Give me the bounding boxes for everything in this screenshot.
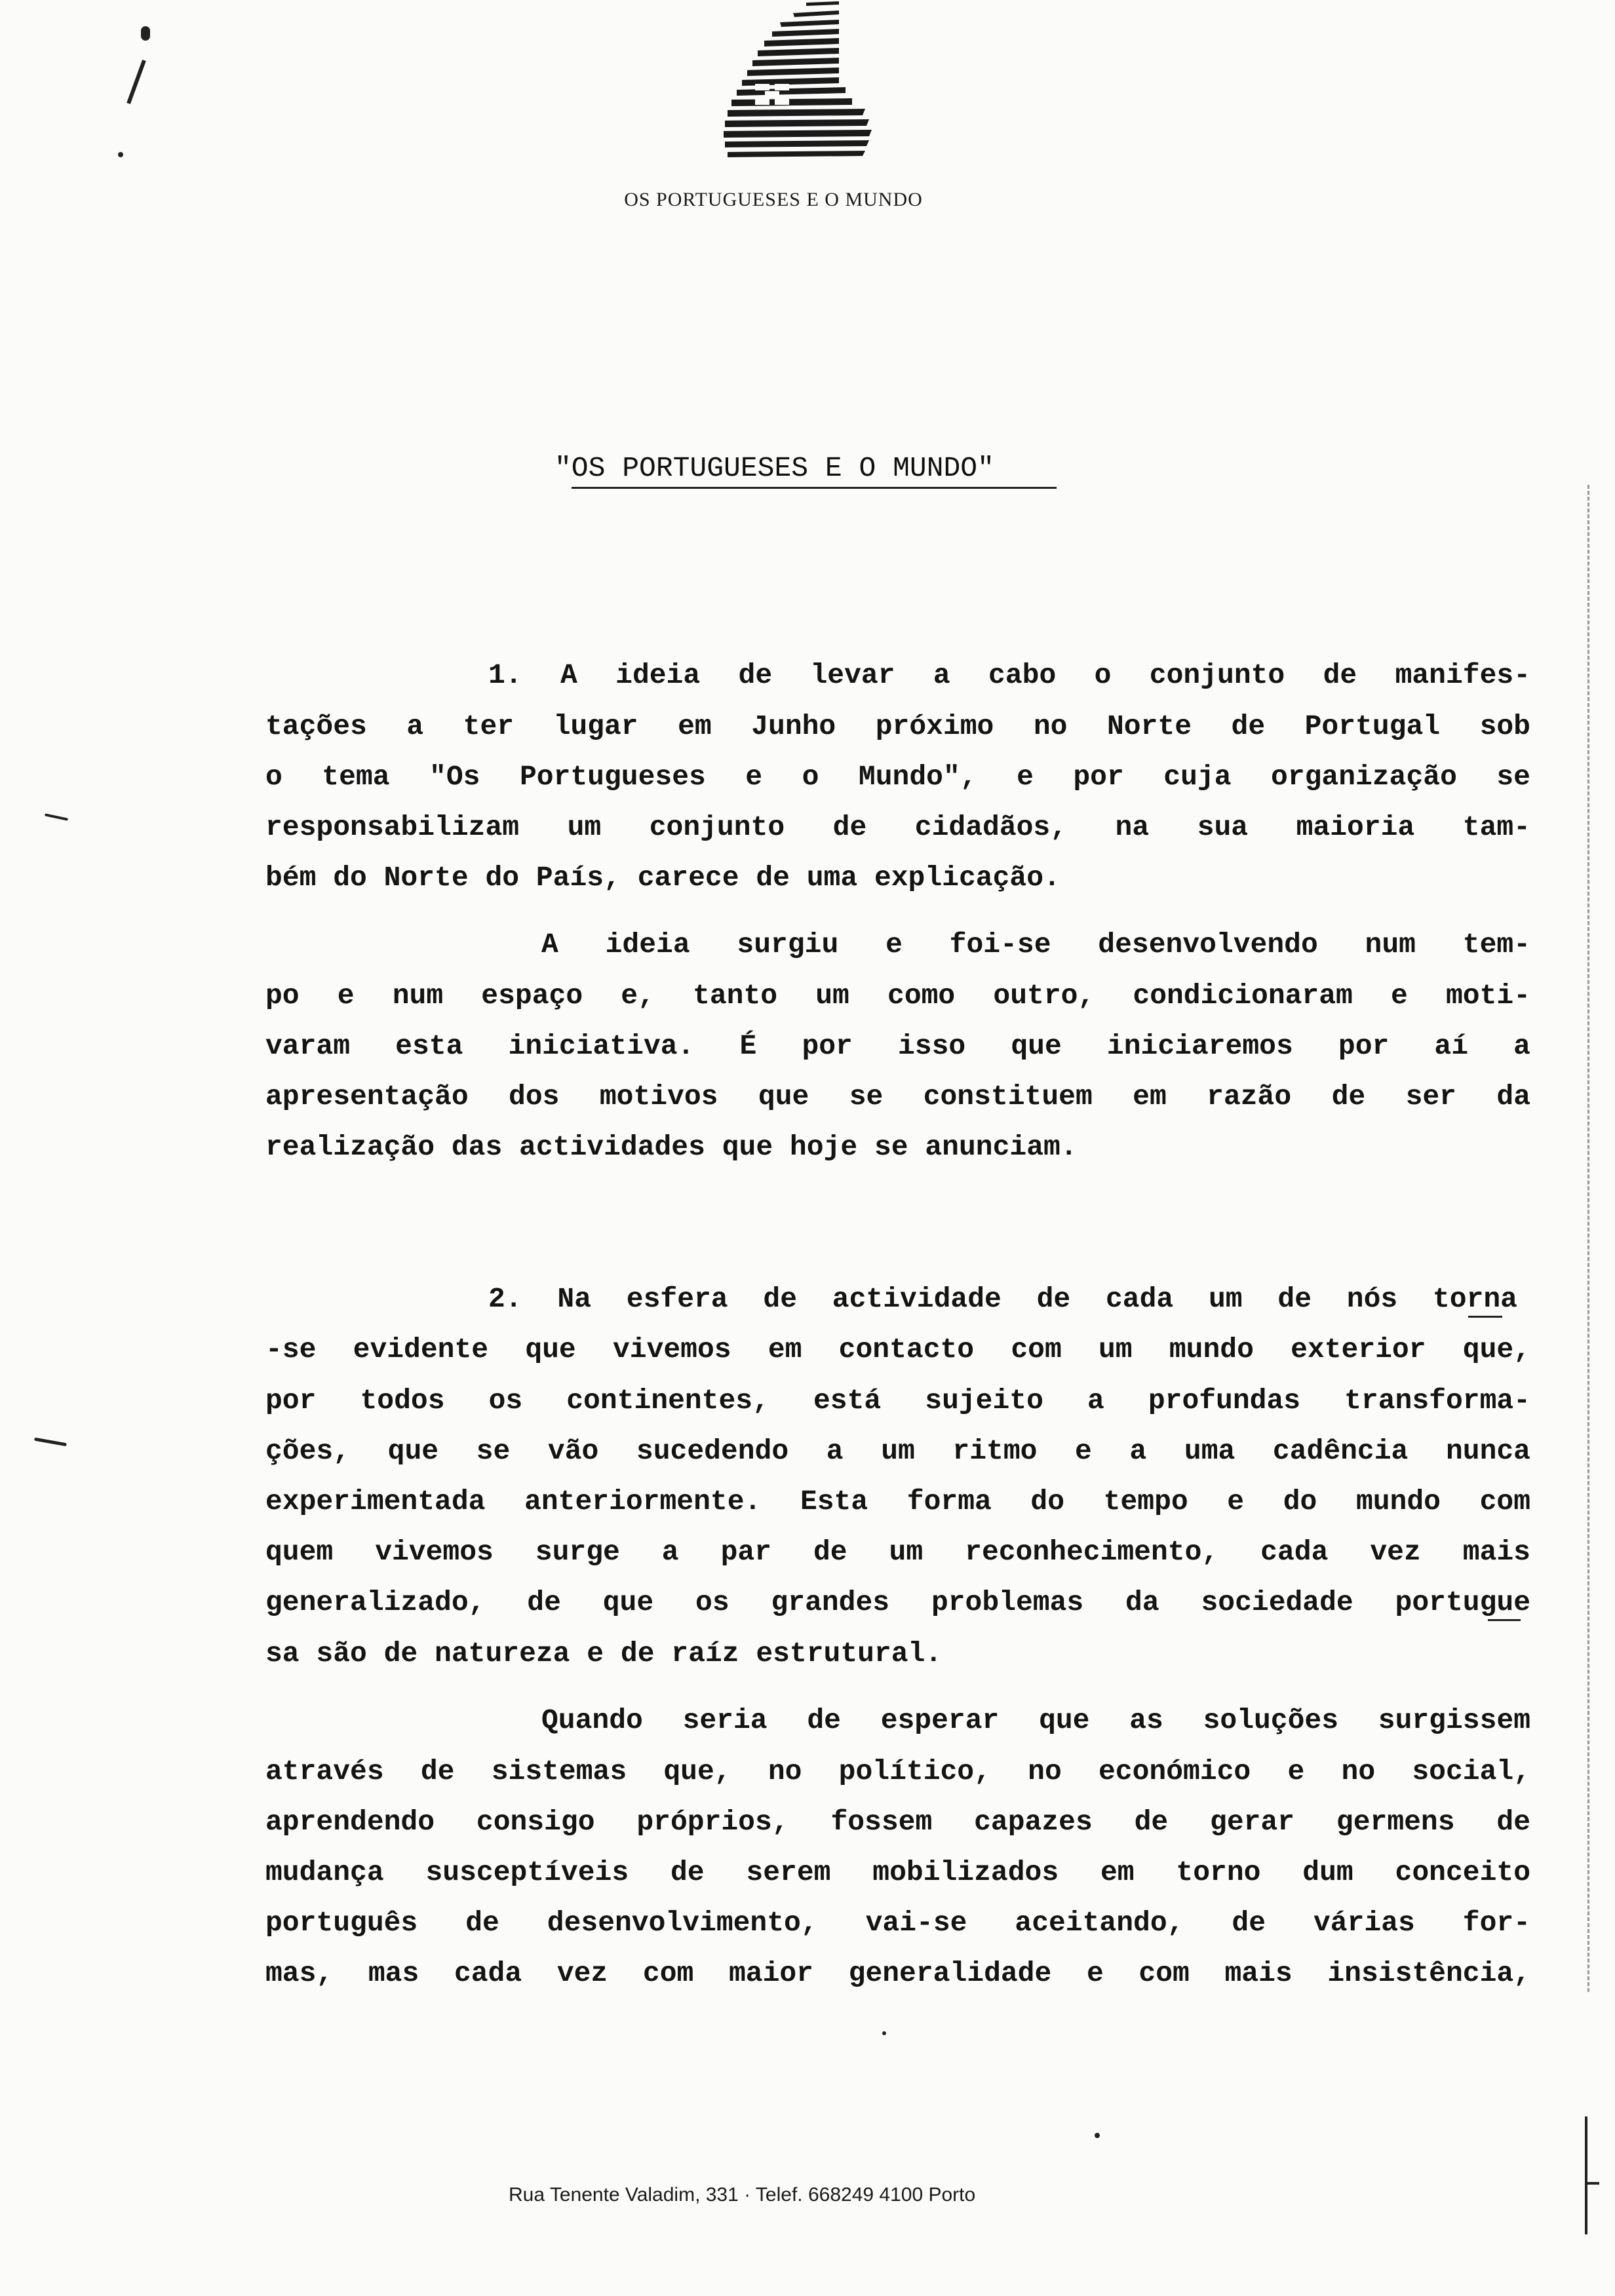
caravel-logo-icon	[682, 0, 891, 164]
text-line: tações a ter lugar em Junho próximo no Norte de Portugal sob	[265, 710, 1530, 742]
text-line: mudança susceptíveis de serem mobilizados em torno dum conceito	[265, 1856, 1530, 1888]
syllable-underline	[1468, 1316, 1502, 1318]
text-line: realização das actividades que hoje se anunciam.	[265, 1131, 1078, 1163]
text-line: A ideia surgiu e foi-se desenvolvendo num tem-	[541, 928, 1530, 961]
text-line: português de desenvolvimento, vai-se aceitando, de várias for-	[265, 1907, 1530, 1939]
binding-mark	[34, 1438, 67, 1447]
text-line: ções, que se vão sucedendo a um ritmo e a uma cadência nunca	[265, 1435, 1530, 1467]
page-edge-line	[1587, 485, 1591, 1992]
scan-speck	[882, 2031, 886, 2035]
scan-speck	[1095, 2133, 1100, 2138]
text-line: generalizado, de que os grandes problemas da sociedade portugue	[265, 1586, 1530, 1618]
text-line: através de sistemas que, no político, no económico e no social,	[265, 1755, 1530, 1788]
page-title: "OS PORTUGUESES E O MUNDO"	[555, 452, 994, 484]
syllable-underline	[1488, 1619, 1521, 1621]
page-edge-mark	[1585, 2116, 1587, 2234]
text-line: bém do Norte do País, carece de uma explicação.	[265, 862, 1060, 894]
footer-address: Rua Tenente Valadim, 331 · Telef. 668249 4100 Porto	[509, 2184, 976, 2206]
text-line: 2. Na esfera de actividade de cada um de nós torna	[488, 1283, 1517, 1315]
scan-speck	[118, 152, 123, 157]
text-line: Quando seria de esperar que as soluções surgissem	[541, 1704, 1530, 1736]
text-line: aprendendo consigo próprios, fossem capazes de gerar germens de	[265, 1806, 1530, 1838]
text-line: responsabilizam um conjunto de cidadãos, na sua maioria tam-	[265, 811, 1530, 843]
text-line: experimentada anteriormente. Esta forma do tempo e do mundo com	[265, 1485, 1530, 1518]
text-line: quem vivemos surge a par de um reconhecimento, cada vez mais	[265, 1536, 1530, 1568]
text-line: 1. A ideia de levar a cabo o conjunto de manifes-	[488, 659, 1530, 691]
text-line: por todos os continentes, está sujeito a profundas transforma-	[265, 1385, 1530, 1417]
text-line: mas, mas cada vez com maior generalidade e com mais insistência,	[265, 1957, 1530, 1989]
text-line: varam esta iniciativa. É por isso que iniciaremos por aí a	[265, 1030, 1530, 1062]
text-line: apresentação dos motivos que se constituem em razão de ser da	[265, 1081, 1530, 1113]
page-edge-mark	[1585, 2182, 1599, 2185]
scan-mark	[126, 60, 146, 104]
text-line: sa são de natureza e de raíz estrutural.	[265, 1637, 943, 1670]
scan-speck	[141, 26, 150, 41]
text-line: o tema "Os Portugueses e o Mundo", e por cuja organização se	[265, 761, 1530, 793]
title-underline	[572, 487, 1057, 489]
text-line: -se evidente que vivemos em contacto com um mundo exterior que,	[265, 1333, 1530, 1366]
binding-mark	[45, 813, 68, 820]
logo-caption: OS PORTUGUESES E O MUNDO	[624, 189, 923, 210]
text-line: po e num espaço e, tanto um como outro, condicionaram e moti-	[265, 980, 1530, 1012]
